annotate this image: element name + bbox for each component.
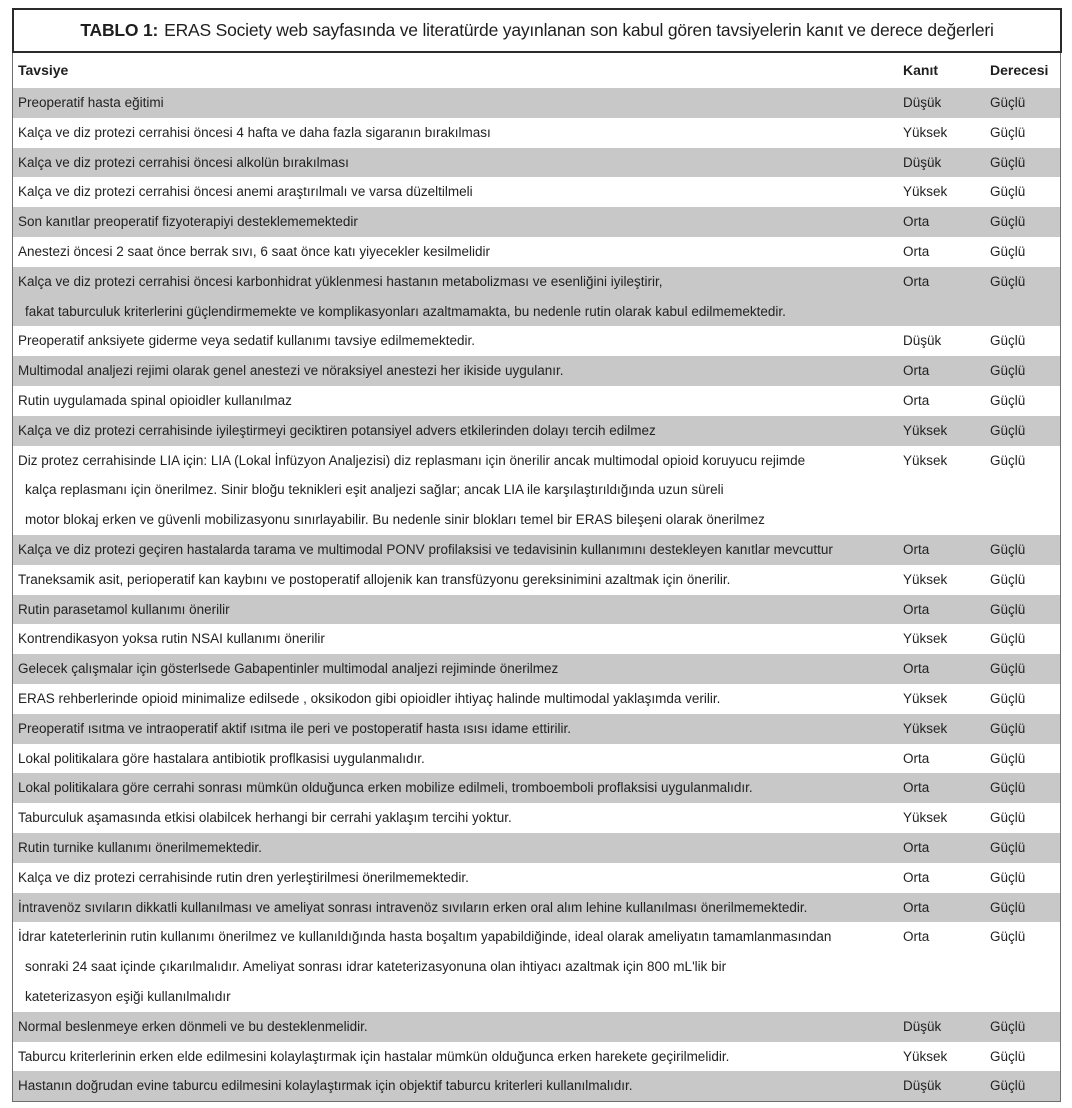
recommendation-cell xyxy=(13,148,889,178)
table-row xyxy=(13,88,1060,118)
recommendation-text-line: Rutin parasetamol kullanımı önerilir xyxy=(18,601,230,617)
table-row xyxy=(13,1042,1060,1072)
recommendation-text-line: Kalça ve diz protezi geçiren hastalarda tarama ve multimodal PONV profilaksisi ve tedavisinin kullanımını destekleyen kanıtlar mevcuttur xyxy=(18,541,833,557)
recommendation-text-line: Diz protez cerrahisinde LIA için: LIA (Lokal İnfüzyon Analjezisi) diz replasmanı için önerilir ancak multimodal opioid koruyucu rejimde xyxy=(18,452,806,468)
table-row xyxy=(13,416,1060,446)
table-row xyxy=(13,565,1060,595)
recommendation-cell xyxy=(13,624,889,654)
table-row xyxy=(13,922,1060,1011)
grade-cell: Güçlü xyxy=(990,1078,1026,1094)
recommendation-cell xyxy=(13,773,889,803)
grade-cell: Güçlü xyxy=(990,601,1026,617)
table-title-text: ERAS Society web sayfasında ve literatürde yayınlanan son kabul gören tavsiyelerin kanıt ve derece değerleri xyxy=(164,20,994,40)
grade-cell: Güçlü xyxy=(990,1048,1026,1064)
evidence-cell: Orta xyxy=(903,869,930,885)
table-row xyxy=(13,893,1060,923)
recommendation-text-line: Gelecek çalışmalar için gösterlsede Gabapentinler multimodal analjezi rejiminde önerilmez xyxy=(18,661,559,677)
table-row xyxy=(13,237,1060,267)
recommendation-text-line: Normal beslenmeye erken dönmeli ve bu desteklenmelidir. xyxy=(18,1018,368,1034)
recommendation-text-line: İntravenöz sıvıların dikkatli kullanılması ve ameliyat sonrası intravenöz sıvıların erken oral alım lehine kullanılması önerilmemektedir. xyxy=(18,899,808,915)
recommendation-text-line: Kalça ve diz protezi cerrahisi öncesi 4 hafta ve daha fazla sigaranın bırakılması xyxy=(18,124,491,140)
grade-cell: Güçlü xyxy=(990,899,1026,915)
grade-cell: Güçlü xyxy=(990,631,1026,647)
evidence-cell: Orta xyxy=(903,243,930,259)
grade-cell: Güçlü xyxy=(990,243,1026,259)
grade-cell: Güçlü xyxy=(990,541,1026,557)
grade-cell: Güçlü xyxy=(990,392,1026,408)
table-row xyxy=(13,326,1060,356)
grade-cell: Güçlü xyxy=(990,214,1026,230)
evidence-cell: Orta xyxy=(903,750,930,766)
table-row xyxy=(13,833,1060,863)
table-row xyxy=(13,1071,1060,1101)
recommendation-text-line: kateterizasyon eşiği kullanılmalıdır xyxy=(25,988,231,1004)
recommendation-text-line: Kalça ve diz protezi cerrahisinde rutin dren yerleştirilmesi önerilmemektedir. xyxy=(18,869,469,885)
grade-cell: Güçlü xyxy=(990,333,1026,349)
recommendation-text-line: Rutin turnike kullanımı önerilmemektedir. xyxy=(18,839,262,855)
table-row xyxy=(13,267,1060,327)
recommendation-cell xyxy=(13,416,889,446)
table-row xyxy=(13,207,1060,237)
column-header-evidence: Kanıt xyxy=(903,62,938,78)
grade-cell: Güçlü xyxy=(990,869,1026,885)
recommendation-text-line: Kalça ve diz protezi cerrahisi öncesi karbonhidrat yüklenmesi hastanın metabolizması ve esenliğini iyileştirir, xyxy=(18,273,663,289)
recommendation-text-line: sonraki 24 saat içinde çıkarılmalıdır. Ameliyat sonrası idrar kateterizasyonuna olan ihtiyacı azaltmak için 800 mL'lik bir xyxy=(25,959,727,975)
table-title-label: TABLO 1: xyxy=(80,20,159,40)
recommendation-cell xyxy=(13,446,889,535)
grade-cell: Güçlü xyxy=(990,750,1026,766)
table-row xyxy=(13,595,1060,625)
evidence-cell: Orta xyxy=(903,601,930,617)
recommendation-text-line: Taburculuk aşamasında etkisi olabilcek herhangi bir cerrahi yaklaşım tercihi yoktur. xyxy=(18,810,512,826)
table-row xyxy=(13,535,1060,565)
recommendation-cell xyxy=(13,326,889,356)
recommendation-cell xyxy=(13,595,889,625)
recommendation-text-line: Kontrendikasyon yoksa rutin NSAI kullanımı önerilir xyxy=(18,631,325,647)
evidence-cell: Yüksek xyxy=(903,571,948,587)
table-title xyxy=(12,8,1062,53)
recommendation-text-line: Son kanıtlar preoperatif fizyoterapiyi desteklememektedir xyxy=(18,214,358,230)
evidence-cell: Yüksek xyxy=(903,1048,948,1064)
grade-cell: Güçlü xyxy=(990,720,1026,736)
evidence-cell: Orta xyxy=(903,541,930,557)
evidence-cell: Yüksek xyxy=(903,422,948,438)
recommendation-text-line: İdrar kateterlerinin rutin kullanımı önerilmez ve kullanıldığında hasta boşaltım yapabildiğinde, ideal olarak ameliyatın tamamlanmasından xyxy=(18,929,832,945)
recommendation-cell xyxy=(13,1012,889,1042)
recommendation-cell xyxy=(13,654,889,684)
recommendation-text-line: Multimodal analjezi rejimi olarak genel anestezi ve nöraksiyel anestezi her ikiside uygulanır. xyxy=(18,363,564,379)
recommendation-cell xyxy=(13,684,889,714)
grade-cell: Güçlü xyxy=(990,1018,1026,1034)
recommendation-cell xyxy=(13,1042,889,1072)
recommendation-cell xyxy=(13,803,889,833)
evidence-cell: Düşük xyxy=(903,1018,942,1034)
evidence-cell: Orta xyxy=(903,661,930,677)
evidence-cell: Orta xyxy=(903,780,930,796)
table-row xyxy=(13,654,1060,684)
evidence-cell: Yüksek xyxy=(903,690,948,706)
recommendation-text-line: Kalça ve diz protezi cerrahisi öncesi alkolün bırakılması xyxy=(18,154,349,170)
evidence-cell: Orta xyxy=(903,839,930,855)
table-row xyxy=(13,863,1060,893)
grade-cell: Güçlü xyxy=(990,95,1026,110)
evidence-cell: Orta xyxy=(903,899,930,915)
recommendation-text-line: kalça replasmanı için önerilmez. Sinir bloğu teknikleri eşit analjezi sağlar; ancak LIA ile karşılaştırıldığında uzun süreli xyxy=(25,482,724,498)
recommendation-text-line: Preoperatif anksiyete giderme veya sedatif kullanımı tavsiye edilmemektedir. xyxy=(18,333,475,349)
grade-cell: Güçlü xyxy=(990,184,1026,200)
table-row xyxy=(13,1012,1060,1042)
grade-cell: Güçlü xyxy=(990,690,1026,706)
evidence-cell: Yüksek xyxy=(903,720,948,736)
recommendation-cell xyxy=(13,863,889,893)
recommendation-cell xyxy=(13,207,889,237)
evidence-cell: Orta xyxy=(903,929,930,945)
recommendation-cell xyxy=(13,833,889,863)
table-row xyxy=(13,773,1060,803)
evidence-cell: Düşük xyxy=(903,95,942,110)
grade-cell: Güçlü xyxy=(990,363,1026,379)
table-row xyxy=(13,118,1060,148)
grade-cell: Güçlü xyxy=(990,929,1026,945)
recommendations-table xyxy=(13,53,1060,1101)
recommendation-text-line: Lokal politikalara göre hastalara antibiotik proflkasisi uygulanmalıdır. xyxy=(18,750,425,766)
recommendation-text-line: Anestezi öncesi 2 saat önce berrak sıvı, 6 saat önce katı yiyecekler kesilmelidir xyxy=(18,243,490,259)
table-body xyxy=(13,88,1060,1101)
grade-cell: Güçlü xyxy=(990,124,1026,140)
recommendation-text-line: Lokal politikalara göre cerrahi sonrası mümkün olduğunca erken mobilize edilmeli, tromboemboli proflaksisi uygulanmalıdır. xyxy=(18,780,753,796)
table-row xyxy=(13,446,1060,535)
table-row xyxy=(13,386,1060,416)
grade-cell: Güçlü xyxy=(990,810,1026,826)
table-row xyxy=(13,684,1060,714)
evidence-cell: Orta xyxy=(903,214,930,230)
recommendation-text-line: Rutin uygulamada spinal opioidler kullanılmaz xyxy=(18,392,292,408)
grade-cell: Güçlü xyxy=(990,273,1026,289)
evidence-cell: Orta xyxy=(903,392,930,408)
recommendation-cell xyxy=(13,237,889,267)
recommendation-cell xyxy=(13,1071,889,1101)
column-header-recommendation: Tavsiye xyxy=(18,62,69,78)
grade-cell: Güçlü xyxy=(990,452,1026,468)
evidence-cell: Yüksek xyxy=(903,810,948,826)
table-row xyxy=(13,177,1060,207)
recommendation-cell xyxy=(13,177,889,207)
table-header-row xyxy=(13,53,1060,88)
grade-cell: Güçlü xyxy=(990,839,1026,855)
recommendation-text-line: Kalça ve diz protezi cerrahisinde iyileştirmeyi geciktiren potansiyel advers etkilerinden dolayı tercih edilmez xyxy=(18,422,656,438)
evidence-cell: Orta xyxy=(903,363,930,379)
table-row xyxy=(13,148,1060,178)
evidence-cell: Düşük xyxy=(903,1078,942,1094)
recommendation-cell xyxy=(13,565,889,595)
grade-cell: Güçlü xyxy=(990,571,1026,587)
recommendation-cell xyxy=(13,118,889,148)
recommendation-text-line: Preoperatif ısıtma ve intraoperatif aktif ısıtma ile peri ve postoperatif hasta ısısı idame ettirilir. xyxy=(18,720,571,736)
evidence-cell: Düşük xyxy=(903,154,942,170)
recommendation-cell xyxy=(13,744,889,774)
grade-cell: Güçlü xyxy=(990,422,1026,438)
recommendation-cell xyxy=(13,386,889,416)
recommendation-cell xyxy=(13,356,889,386)
recommendation-text-line: Hastanın doğrudan evine taburcu edilmesini kolaylaştırmak için objektif taburcu kriterleri kullanılmalıdır. xyxy=(18,1078,633,1094)
table-row xyxy=(13,714,1060,744)
evidence-cell: Düşük xyxy=(903,333,942,349)
recommendation-text-line: Preoperatif hasta eğitimi xyxy=(18,95,164,110)
column-header-grade: Derecesi xyxy=(990,62,1049,78)
recommendation-cell xyxy=(13,88,889,118)
recommendation-cell xyxy=(13,893,889,923)
table-row xyxy=(13,744,1060,774)
recommendation-cell xyxy=(13,535,889,565)
evidence-cell: Yüksek xyxy=(903,452,948,468)
evidence-cell: Yüksek xyxy=(903,631,948,647)
evidence-cell: Orta xyxy=(903,273,930,289)
grade-cell: Güçlü xyxy=(990,780,1026,796)
recommendation-text-line: fakat taburculuk kriterlerini güçlendirmemekte ve komplikasyonları azaltmamakta, bu nedenle rutin olarak kabul edilmemektedir. xyxy=(25,303,786,319)
recommendation-text-line: Kalça ve diz protezi cerrahisi öncesi anemi araştırılmalı ve varsa düzeltilmeli xyxy=(18,184,473,200)
evidence-cell: Yüksek xyxy=(903,124,948,140)
grade-cell: Güçlü xyxy=(990,154,1026,170)
recommendation-text-line: Taburcu kriterlerinin erken elde edilmesini kolaylaştırmak için hastalar mümkün olduğunca erken harekete geçirilmelidir. xyxy=(18,1048,730,1064)
table-row xyxy=(13,624,1060,654)
recommendation-cell xyxy=(13,922,889,1011)
recommendation-cell xyxy=(13,267,889,327)
recommendation-text-line: motor blokaj erken ve güvenli mobilizasyonu sınırlayabilir. Bu nedenle sinir blokları temel bir ERAS bileşeni olarak önerilmez xyxy=(25,512,765,528)
recommendation-cell xyxy=(13,714,889,744)
recommendation-text-line: ERAS rehberlerinde opioid minimalize edilsede , oksikodon gibi opioidler ihtiyaç halinde multimodal yaklaşımda verilir. xyxy=(18,690,721,706)
evidence-cell: Yüksek xyxy=(903,184,948,200)
recommendation-text-line: Traneksamik asit, perioperatif kan kaybını ve postoperatif allojenik kan transfüzyonu gereksinimini azaltmak için önerilir. xyxy=(18,571,731,587)
grade-cell: Güçlü xyxy=(990,661,1026,677)
table-row xyxy=(13,356,1060,386)
table-row xyxy=(13,803,1060,833)
